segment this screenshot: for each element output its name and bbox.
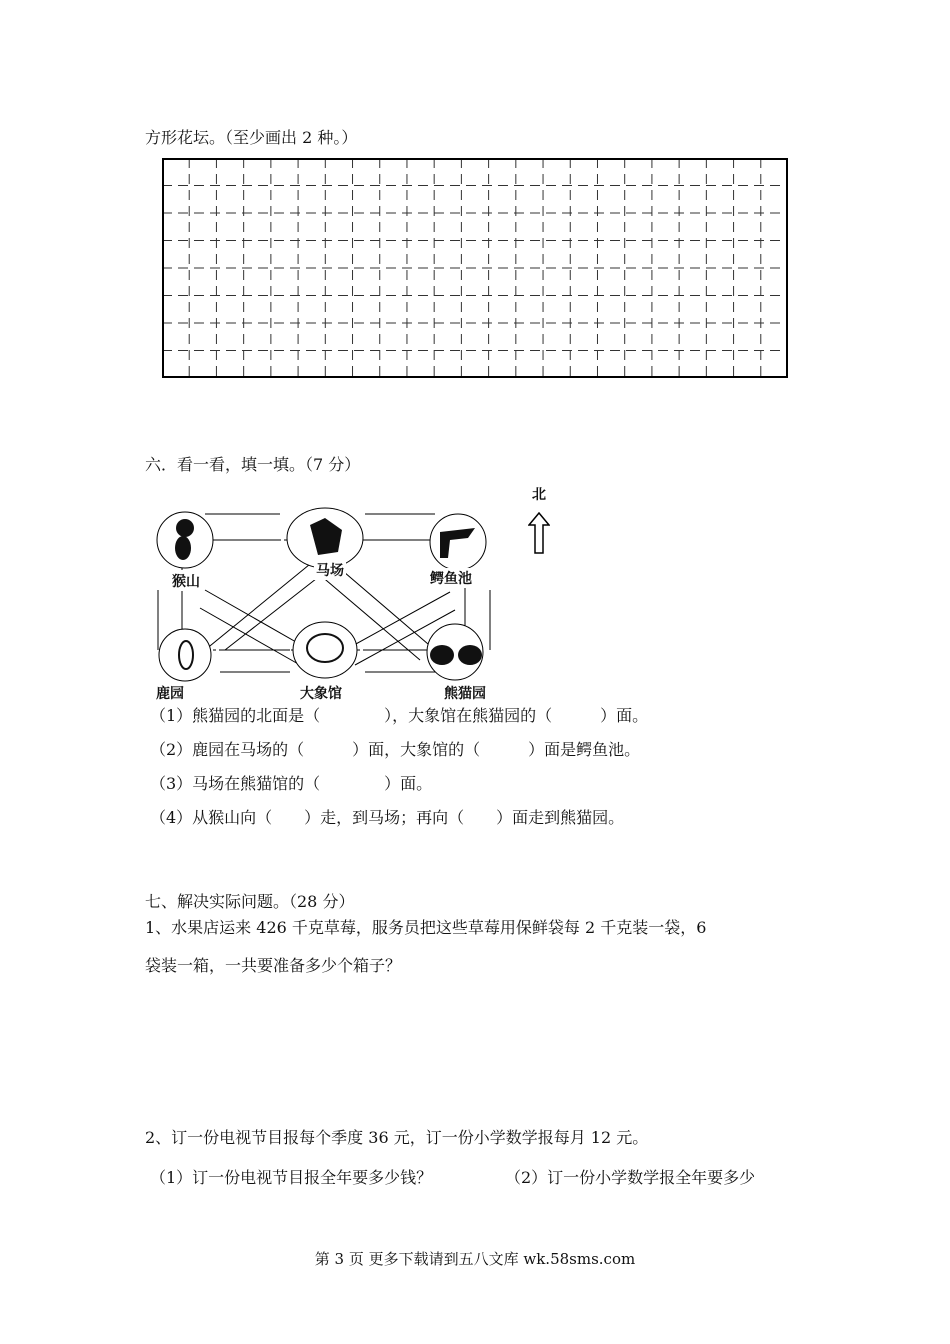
page-footer: 第 3 页 更多下载请到五八文库 wk.58sms.com	[314, 1250, 636, 1268]
north-arrow-icon	[528, 512, 550, 554]
question-3: （3）马场在熊猫馆的（ ）面。	[150, 774, 433, 793]
problem-2-sub2: （2）订一份小学数学报全年要多少	[505, 1168, 756, 1187]
label-elephant-hall: 大象馆	[298, 683, 344, 703]
question-4: （4）从猴山向（ ）走，到马场；再向（ ）面走到熊猫园。	[150, 808, 625, 827]
label-monkey-hill: 猴山	[170, 571, 202, 591]
zoo-map	[150, 500, 500, 700]
section5-intro: 方形花坛。（至少画出 2 种。）	[145, 128, 358, 147]
label-croc-pond: 鳄鱼池	[428, 568, 474, 588]
problem-2-sub1: （1）订一份电视节目报全年要多少钱？	[150, 1168, 433, 1187]
label-deer-park: 鹿园	[154, 683, 186, 703]
problem-2-line1: 2、订一份电视节目报每个季度 36 元，订一份小学数学报每月 12 元。	[145, 1128, 649, 1147]
label-panda-garden: 熊猫园	[442, 683, 488, 703]
problem-1-line1: 1、水果店运来 426 千克草莓，服务员把这些草莓用保鲜袋每 2 千克装一袋，6	[145, 918, 707, 937]
question-2: （2）鹿园在马场的（ ）面，大象馆的（ ）面是鳄鱼池。	[150, 740, 641, 759]
question-1: （1）熊猫园的北面是（ ），大象馆在熊猫园的（ ）面。	[150, 706, 649, 725]
section6-title: 六．看一看，填一填。（7 分）	[145, 455, 361, 474]
problem-1-line2: 袋装一箱，一共要准备多少个箱子？	[145, 956, 402, 975]
label-horse-farm: 马场	[314, 560, 346, 580]
drawing-grid[interactable]	[162, 158, 788, 378]
north-label: 北	[532, 487, 546, 503]
section7-title: 七、解决实际问题。（28 分）	[145, 892, 355, 911]
